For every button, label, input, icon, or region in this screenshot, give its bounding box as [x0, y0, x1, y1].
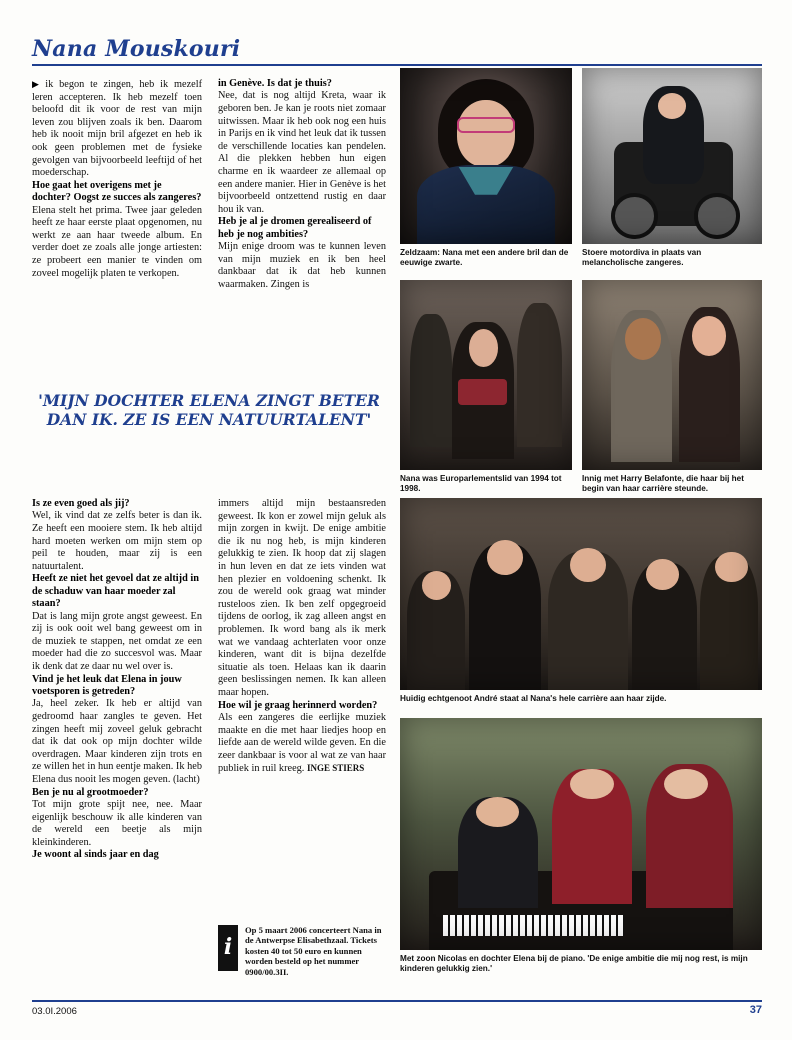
photo-family-piano [400, 718, 762, 950]
photo-europarliament [400, 280, 572, 470]
question-heading: in Genève. Is dat je thuis? [218, 78, 332, 89]
photo-motorbike [582, 68, 762, 244]
page-title [32, 36, 762, 62]
photo-caption: Met zoon Nicolas en dochter Elena bij de piano. 'De enige ambitie die mij nog rest, is mijn kinderen gelukkig zien.' [400, 954, 748, 973]
question-heading: Hoe wil je graag herinnerd worden? [218, 699, 378, 711]
text-column-a [32, 78, 202, 280]
body-text: Nee, dat is nog altijd Kreta, waar ik geboren ben. Je kan je roots niet zomaar uitwissen. Maar ik heb ook nog een huis in Parijs en ik vind het leuk dat ik tussen de verschillende locaties kan pendelen. Al die plekken hebben hun eigen charme en ik waardeer ze allemaal op een andere manier. Hier in Genève is het bijvoorbeeld ontzettend rustig en daar hou ik van. [218, 90, 386, 215]
info-icon: i [218, 925, 238, 971]
photo-portrait-glasses [400, 68, 572, 244]
article-title: Nana Mouskouri [32, 36, 241, 62]
question-heading: Heeft ze niet het gevoel dat ze altijd in de schaduw van haar moeder zal staan? [32, 573, 199, 610]
text-column-c [32, 498, 202, 862]
question-heading: Hoe gaat het overigens met je dochter? Oogst ze succes als zangeres? [32, 179, 202, 204]
body-text: ik begon te zingen, heb ik mezelf leren accepteren. Ik heb mezelf toen beloofd dit ik voor de rest van mijn leven zou blijven zoals ik ben. Daarom heb ik nooit mijn bril afgezet en heb ik ook geen problemen met de fysieke gevolgen van bijvoorbeeld leeftijd of het moederschap. [32, 79, 202, 179]
bottom-rule [32, 1000, 762, 1002]
body-text: Dat is lang mijn grote angst geweest. En zij is ook ooit wel bang geweest om in de muziek te stappen, net omdat ze een moeder had die zo succesvol was. Maar ik denk dat ze daar nu wel over is. [32, 610, 202, 672]
photo-caption: Huidig echtgenoot André staat al Nana's hele carrière aan haar zijde. [400, 694, 667, 703]
paragraph [32, 78, 202, 180]
page-number: 37 [749, 1004, 762, 1016]
body-text: immers altijd mijn bestaansreden geweest. Ik kon er zowel mijn geluk als mijn zorgen in kwijt. De enige ambitie die ik nu nog heb, is mijn kinderen gelukkig te zien. Ik hoop dat zij slagen in hun leven en dat ze iets vinden wat hen plezier en voldoening schenkt. Ik zou de wereld ook graag wat minder rusteloos zien. Ik ben zelf opgegroeid tijdens de oorlog, ik zag alleen angst en problemen. Ik word bang als ik merk wat we vandaag achterlaten voor onze kinderen, want dit is bijna dezelfde situatie als toen. Helaas kan ik daarin geen beslissingen nemen. Ik kan alleen maar hopen. [218, 498, 386, 698]
info-box [218, 925, 386, 977]
body-text: Mijn enige droom was te kunnen leven van mijn muziek en ik ben heel dankbaar dat ik dat heb kunnen waarmaken. Zingen is [218, 241, 386, 290]
info-box-text: Op 5 maart 2006 concerteert Nana in de Antwerpse Elisabethzaal. Tickets kosten 40 tot 50 euro en kunnen worden besteld op het nummer 0900/00.3II. [245, 925, 382, 977]
top-rule [32, 64, 762, 66]
issue-date: 03.0I.2006 [32, 1006, 77, 1017]
photo-caption: Stoere motordiva in plaats van melancholische zangeres. [582, 248, 702, 267]
question-heading: Ben je nu al grootmoeder? [32, 786, 149, 798]
body-text: Elena stelt het prima. Twee jaar geleden heeft ze haar eerste plaat opgenomen, nu werkt ze aan haar tweede album. En verder doet ze zoals alle jonge artiesten: ze probeert een manier te vinden om zoveel mogelijk platen te verkopen. [32, 204, 202, 279]
continuation-arrow-icon: ▶ [32, 79, 43, 89]
body-text: Ja, heel zeker. Ik heb er altijd van gedroomd haar zangles te geven. Het zingen heeft mij zoveel geluk gebracht dat ik dat ook op mijn dochter wilde overdragen. Maar kinderen zijn trots en ze willen het in hun eentje maken. Ik heb Elena dus nooit les mogen geven. (lacht) [32, 698, 202, 785]
question-heading: Je woont al sinds jaar en dag [32, 849, 159, 861]
text-column-d [218, 498, 386, 776]
pull-quote: 'MIJN DOCHTER ELENA ZINGT BETER DAN IK. ZE IS EEN NATUURTALENT' [38, 391, 380, 429]
photo-caption: Zeldzaam: Nana met een andere bril dan de eeuwige zwarte. [400, 248, 569, 267]
body-text: Als een zangeres die eerlijke muziek maakte en die met haar liedjes hoop en liefde aan de wereld wilde geven. En die zeer dankbaar is voor al wat ze van haar publiek in ruil kreeg. [218, 711, 386, 775]
photo-belafonte-kiss [582, 280, 762, 470]
body-text: Wel, ik vind dat ze zelfs beter is dan ik. Ze heeft een mooiere stem. Ik heb altijd hard moeten werken om mijn stem op peil te houden, maar zij is een natuurtalent. [32, 510, 202, 572]
body-text: Tot mijn grote spijt nee, nee. Maar eigenlijk beschouw ik alle kinderen van de wereld een beetje als mijn kleinkinderen. [32, 798, 202, 848]
photo-husband-andre [400, 498, 762, 690]
text-column-b [218, 78, 386, 292]
photo-caption: Nana was Europarlementslid van 1994 tot 1998. [400, 474, 562, 493]
byline: INGE STIERS [306, 763, 365, 774]
question-heading: Is ze even goed als jij? [32, 498, 130, 509]
question-heading: Vind je het leuk dat Elena in jouw voetsporen is getreden? [32, 673, 182, 697]
question-heading: Heb je al je dromen gerealiseerd of heb je nog ambities? [218, 216, 372, 240]
photo-caption: Innig met Harry Belafonte, die haar bij het begin van haar carrière steunde. [582, 474, 744, 493]
